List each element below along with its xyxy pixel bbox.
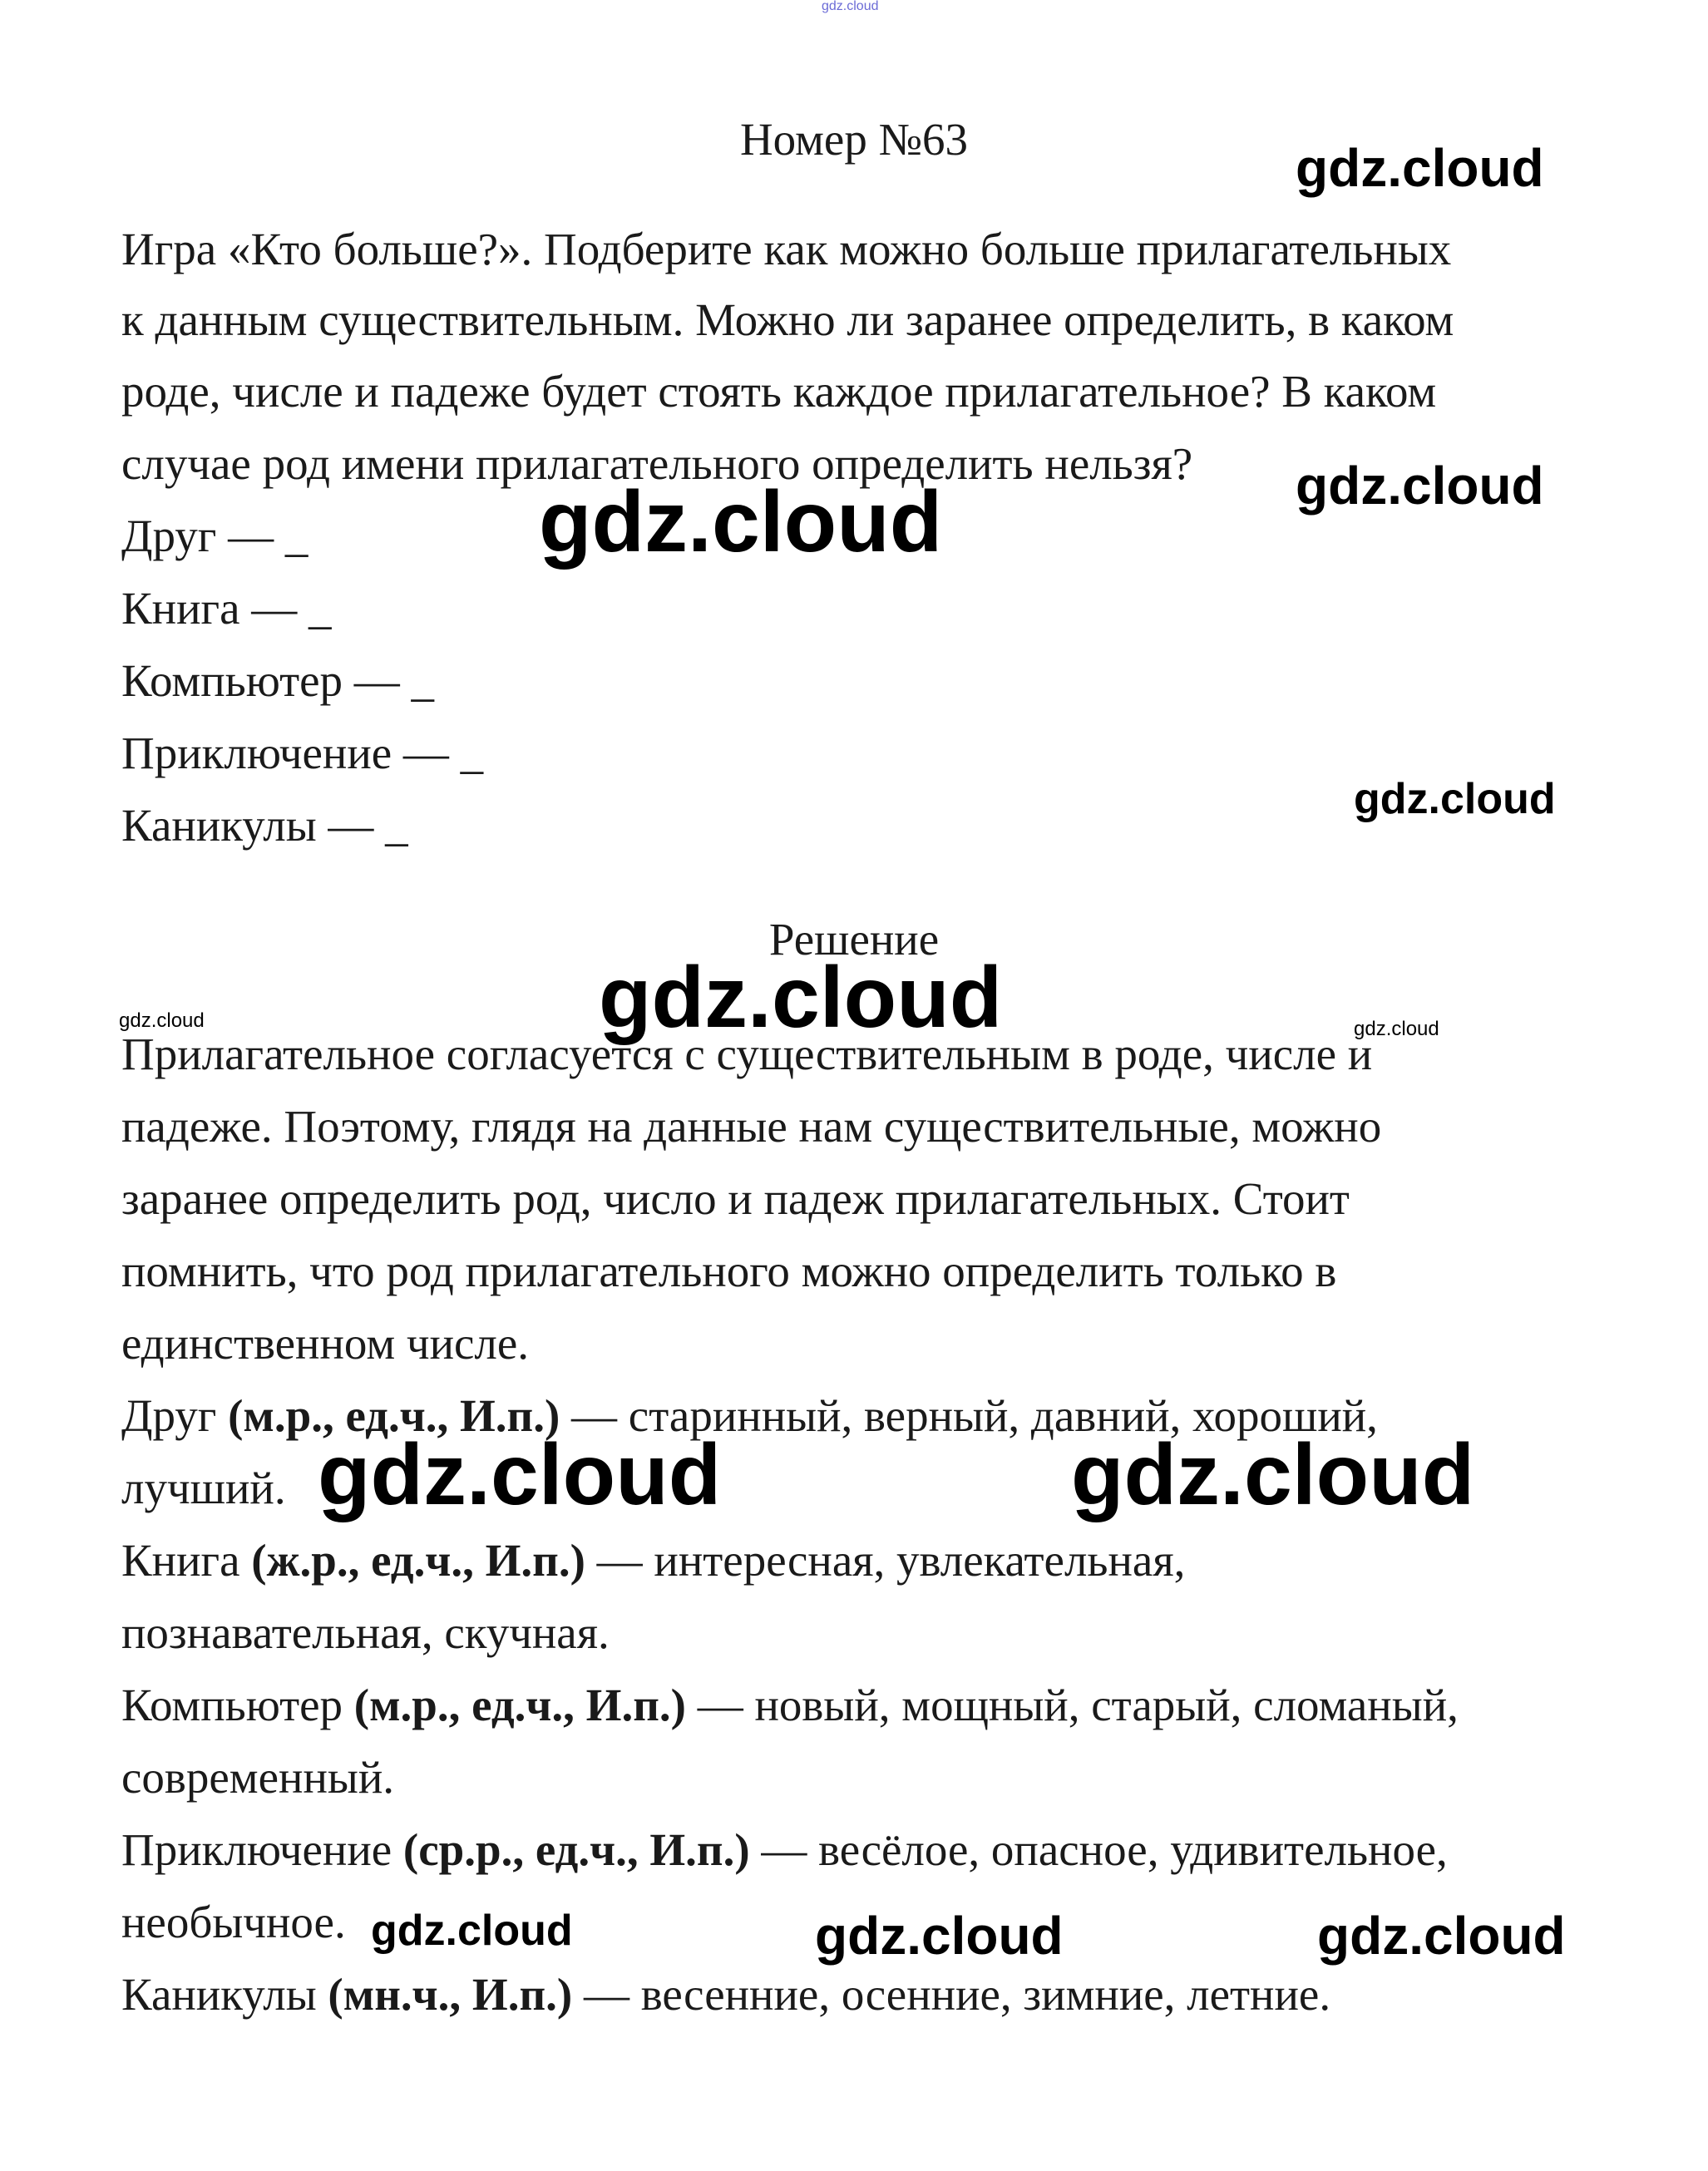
answer-continuation: лучший.: [121, 1463, 286, 1513]
solution-line: помнить, что род прилагательного можно определить только в: [121, 1246, 1337, 1296]
watermark: gdz.cloud: [1296, 456, 1544, 516]
task-item: Книга — _: [121, 583, 332, 634]
watermark: gdz.cloud: [1354, 1018, 1439, 1040]
answer-continuation: современный.: [121, 1752, 395, 1803]
watermark: gdz.cloud: [318, 1427, 722, 1523]
solution-line: падеже. Поэтому, глядя на данные нам существительные, можно: [121, 1101, 1382, 1152]
task-item: Каникулы — _: [121, 800, 408, 851]
task-item: Друг — _: [121, 511, 309, 561]
answer-adjectives: — старинный, верный, давний, хороший,: [571, 1390, 1378, 1441]
answer-row: [121, 1535, 1186, 1586]
answer-grammar: (м.р., ед.ч., И.п.): [228, 1390, 560, 1441]
watermark: gdz.cloud: [599, 950, 1003, 1046]
task-item: Компьютер — _: [121, 655, 435, 706]
answer-grammar: (мн.ч., И.п.): [328, 1969, 573, 2020]
answer-noun: Книга: [121, 1535, 240, 1586]
watermark: gdz.cloud: [815, 1906, 1064, 1966]
answer-row: [121, 1824, 1448, 1875]
answer-row: [121, 1969, 1331, 2020]
task-line: роде, числе и падеже будет стоять каждое прилагательное? В каком: [121, 366, 1437, 417]
watermark: gdz.cloud: [371, 1907, 573, 1955]
watermark: gdz.cloud: [1296, 138, 1544, 198]
task-line: случае род имени прилагательного определить нельзя?: [121, 438, 1193, 489]
task-line: к данным существительным. Можно ли заранее определить, в каком: [121, 294, 1454, 345]
answer-noun: Друг: [121, 1390, 217, 1441]
watermark: gdz.cloud: [1317, 1906, 1566, 1966]
answer-row: [121, 1682, 1459, 1728]
answer-noun: Компьютер: [121, 1680, 343, 1730]
answer-continuation: познавательная, скучная.: [121, 1607, 610, 1658]
answer-adjectives: — весенние, осенние, зимние, летние.: [583, 1969, 1331, 2020]
answer-grammar: (ж.р., ед.ч., И.п.): [251, 1535, 585, 1586]
answer-noun: Приключение: [121, 1824, 392, 1875]
solution-line: заранее определить род, число и падеж прилагательных. Стоит: [121, 1173, 1350, 1224]
watermark: gdz.cloud: [539, 474, 943, 570]
answer-noun: Каникулы: [121, 1969, 317, 2020]
solution-heading: Решение: [768, 914, 940, 965]
answer-grammar: (ср.р., ед.ч., И.п.): [402, 1824, 750, 1875]
solution-line: Прилагательное согласуется с существительным в роде, числе и: [121, 1029, 1373, 1079]
answer-adjectives: — новый, мощный, старый, сломаный,: [697, 1680, 1459, 1730]
answer-continuation: необычное.: [121, 1897, 346, 1947]
answer-adjectives: — весёлое, опасное, удивительное,: [761, 1824, 1448, 1875]
watermark-top: gdz.cloud: [822, 0, 879, 13]
answer-grammar: (м.р., ед.ч., И.п.): [353, 1680, 686, 1730]
page-title: Номер №63: [739, 114, 969, 165]
watermark: gdz.cloud: [119, 1009, 205, 1032]
task-item: Приключение — _: [121, 728, 484, 778]
watermark: gdz.cloud: [1354, 775, 1556, 823]
answer-adjectives: — интересная, увлекательная,: [596, 1535, 1186, 1586]
task-line: Игра «Кто больше?». Подберите как можно больше прилагательных: [121, 224, 1452, 274]
watermark: gdz.cloud: [1071, 1427, 1475, 1523]
solution-line: единственном числе.: [121, 1318, 530, 1369]
